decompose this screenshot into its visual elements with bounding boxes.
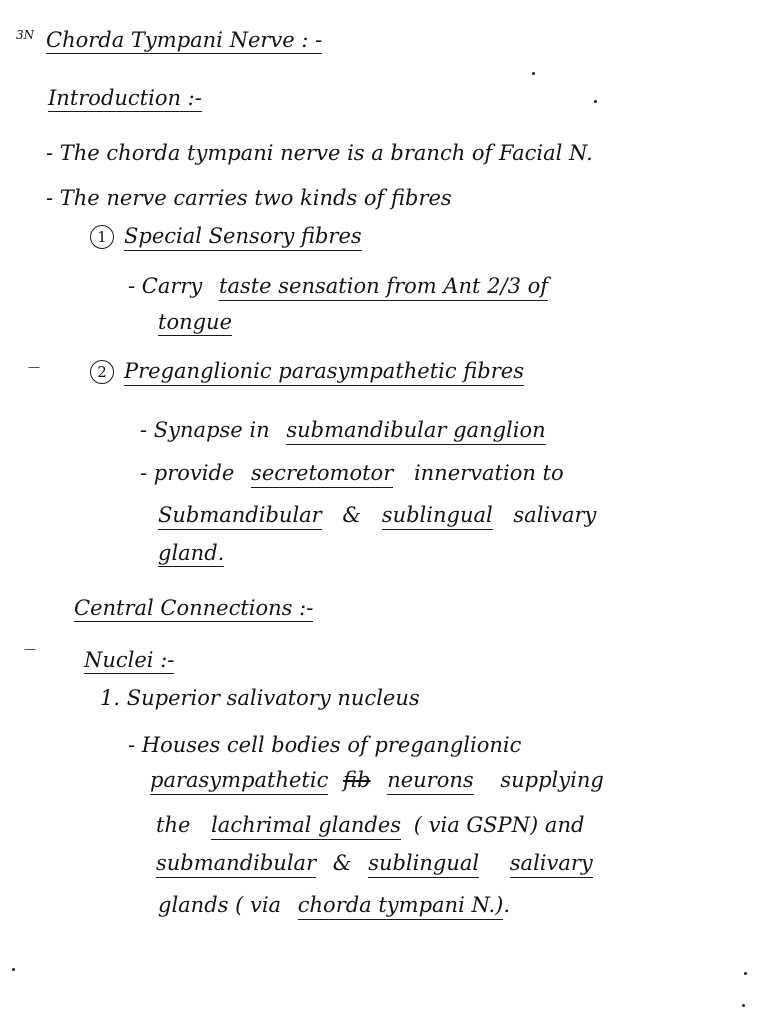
fibre-1-point [128,276,548,297]
fibre-2-line-2-u1: Submandibular [158,503,322,530]
fibre-2-line-2-amp: & [342,503,362,527]
fibre-2-point-1-prefix: - Synapse in [140,418,270,442]
fibre-1-heading-line [90,225,362,249]
nucleus-1-line-5-end: . [503,893,511,917]
scan-speck [744,972,747,975]
fibre-2-point-2-underlined: secretomotor [251,461,393,488]
fibre-2-line-2-u2: sublingual [382,503,493,530]
intro-heading: Introduction :- [48,86,202,110]
nuclei-heading: Nuclei :- [84,648,175,672]
fibre-2-number: 2 [90,360,114,384]
nucleus-1-line-1: - Houses cell bodies of preganglionic [128,733,522,757]
nucleus-1-line-4-amp: & [332,851,352,875]
fibre-2-point-1 [140,420,546,441]
nucleus-1-line-2-u: parasympathetic [150,768,328,795]
scan-speck [742,1004,745,1007]
scan-speck [532,72,535,75]
nucleus-1-line-2-u2: neurons [387,768,473,795]
margin-dash: — [28,360,40,374]
fibre-2-heading-line [90,360,524,384]
scan-speck [12,968,15,971]
nucleus-1-line-2 [150,770,604,791]
nucleus-1-line-3-u: lachrimal glandes [211,813,401,840]
fibre-2-point-2 [140,463,564,484]
margin-mark: 3N [16,28,35,42]
nucleus-1-line-3 [156,815,584,836]
nucleus-1-line-3-pre: the [156,813,191,837]
nucleus-1-line-5-u: chorda tympani N.) [298,893,504,920]
nucleus-1-line-2-strike: fib [343,768,371,792]
fibre-1-point-underlined: taste sensation from Ant 2/3 of [219,274,548,301]
fibre-2-point-2-line-3: gland. [158,541,225,565]
margin-dash-2: — [24,642,36,656]
fibre-1-point-continued: tongue [158,310,233,334]
intro-point-1: - The chorda tympani nerve is a branch of Facial N. [46,141,593,165]
scan-speck [594,100,597,103]
nucleus-1-line-3-rest: ( via GSPN) and [413,813,585,837]
fibre-2-point-2-line-2 [158,505,596,526]
fibre-2-point-2-rest: innervation to [413,461,564,485]
fibre-2-line-2-rest: salivary [513,503,597,527]
fibre-1-heading: Special Sensory fibres [124,224,362,251]
nucleus-1-label: 1. Superior salivatory nucleus [100,686,420,710]
nucleus-1-line-4-u2: sublingual [368,851,479,878]
nucleus-1-line-5 [158,895,510,916]
nucleus-1-line-4-u1: submandibular [156,851,316,878]
fibre-2-point-2-prefix: - provide [140,461,235,485]
page-title: Chorda Tympani Nerve : - [46,28,323,52]
intro-point-2: - The nerve carries two kinds of fibres [46,186,452,210]
fibre-1-number: 1 [90,225,114,249]
nucleus-1-line-5-pre: glands ( via [158,893,282,917]
nucleus-1-line-2-rest: supplying [500,768,604,792]
nucleus-1-line-4-u3: salivary [510,851,593,878]
fibre-2-heading: Preganglionic parasympathetic fibres [124,359,524,386]
fibre-1-point-prefix: - Carry [128,274,203,298]
nucleus-1-line-4 [156,853,593,874]
fibre-2-point-1-underlined: submandibular ganglion [286,418,545,445]
central-connections-heading: Central Connections :- [74,596,314,620]
